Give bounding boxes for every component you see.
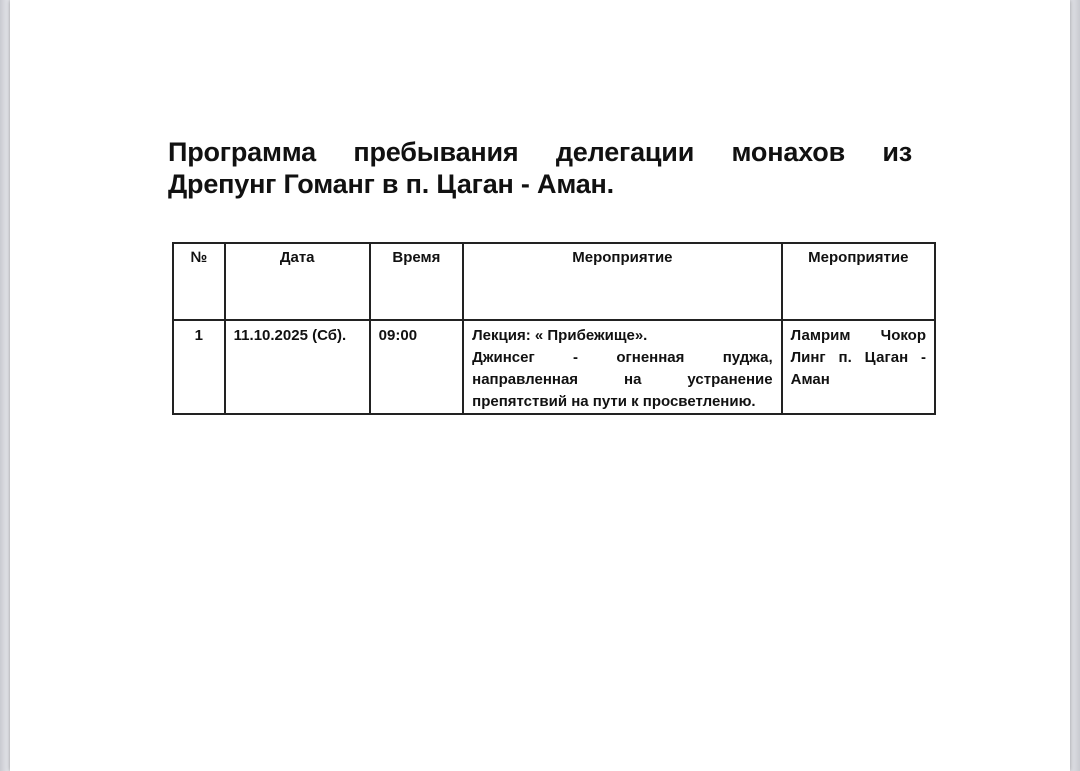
header-event: Мероприятие: [463, 243, 781, 320]
place-line: Аман: [790, 371, 830, 388]
document-page: [10, 0, 1070, 771]
cell-date: 11.10.2025 (Сб).: [225, 320, 370, 414]
cell-time: 09:00: [370, 320, 463, 414]
header-time: Время: [370, 243, 463, 320]
event-line: Лекция: « Прибежище».: [472, 327, 648, 344]
header-event-2: Мероприятие: [782, 243, 935, 320]
event-line: направленная на устранение: [472, 371, 773, 388]
table-header-row: [173, 243, 935, 320]
event-line: Джинсег - огненная пуджа,: [472, 349, 773, 366]
program-table: [172, 242, 936, 415]
cell-place: [782, 320, 935, 414]
header-number: №: [173, 243, 225, 320]
place-line: Ламрим Чокор: [790, 327, 926, 344]
cell-number: 1: [173, 320, 225, 414]
event-line: препятствий на пути к просветлению.: [472, 393, 756, 410]
title-line-2: Дрепунг Гоманг в п. Цаган - Аман.: [168, 169, 614, 199]
place-line: Линг п. Цаган -: [790, 349, 926, 366]
header-date: Дата: [225, 243, 370, 320]
cell-event: [463, 320, 781, 414]
table-row: [173, 320, 935, 414]
page-title: [168, 136, 912, 200]
title-line-1: Программа пребывания делегации монахов из: [168, 137, 912, 167]
